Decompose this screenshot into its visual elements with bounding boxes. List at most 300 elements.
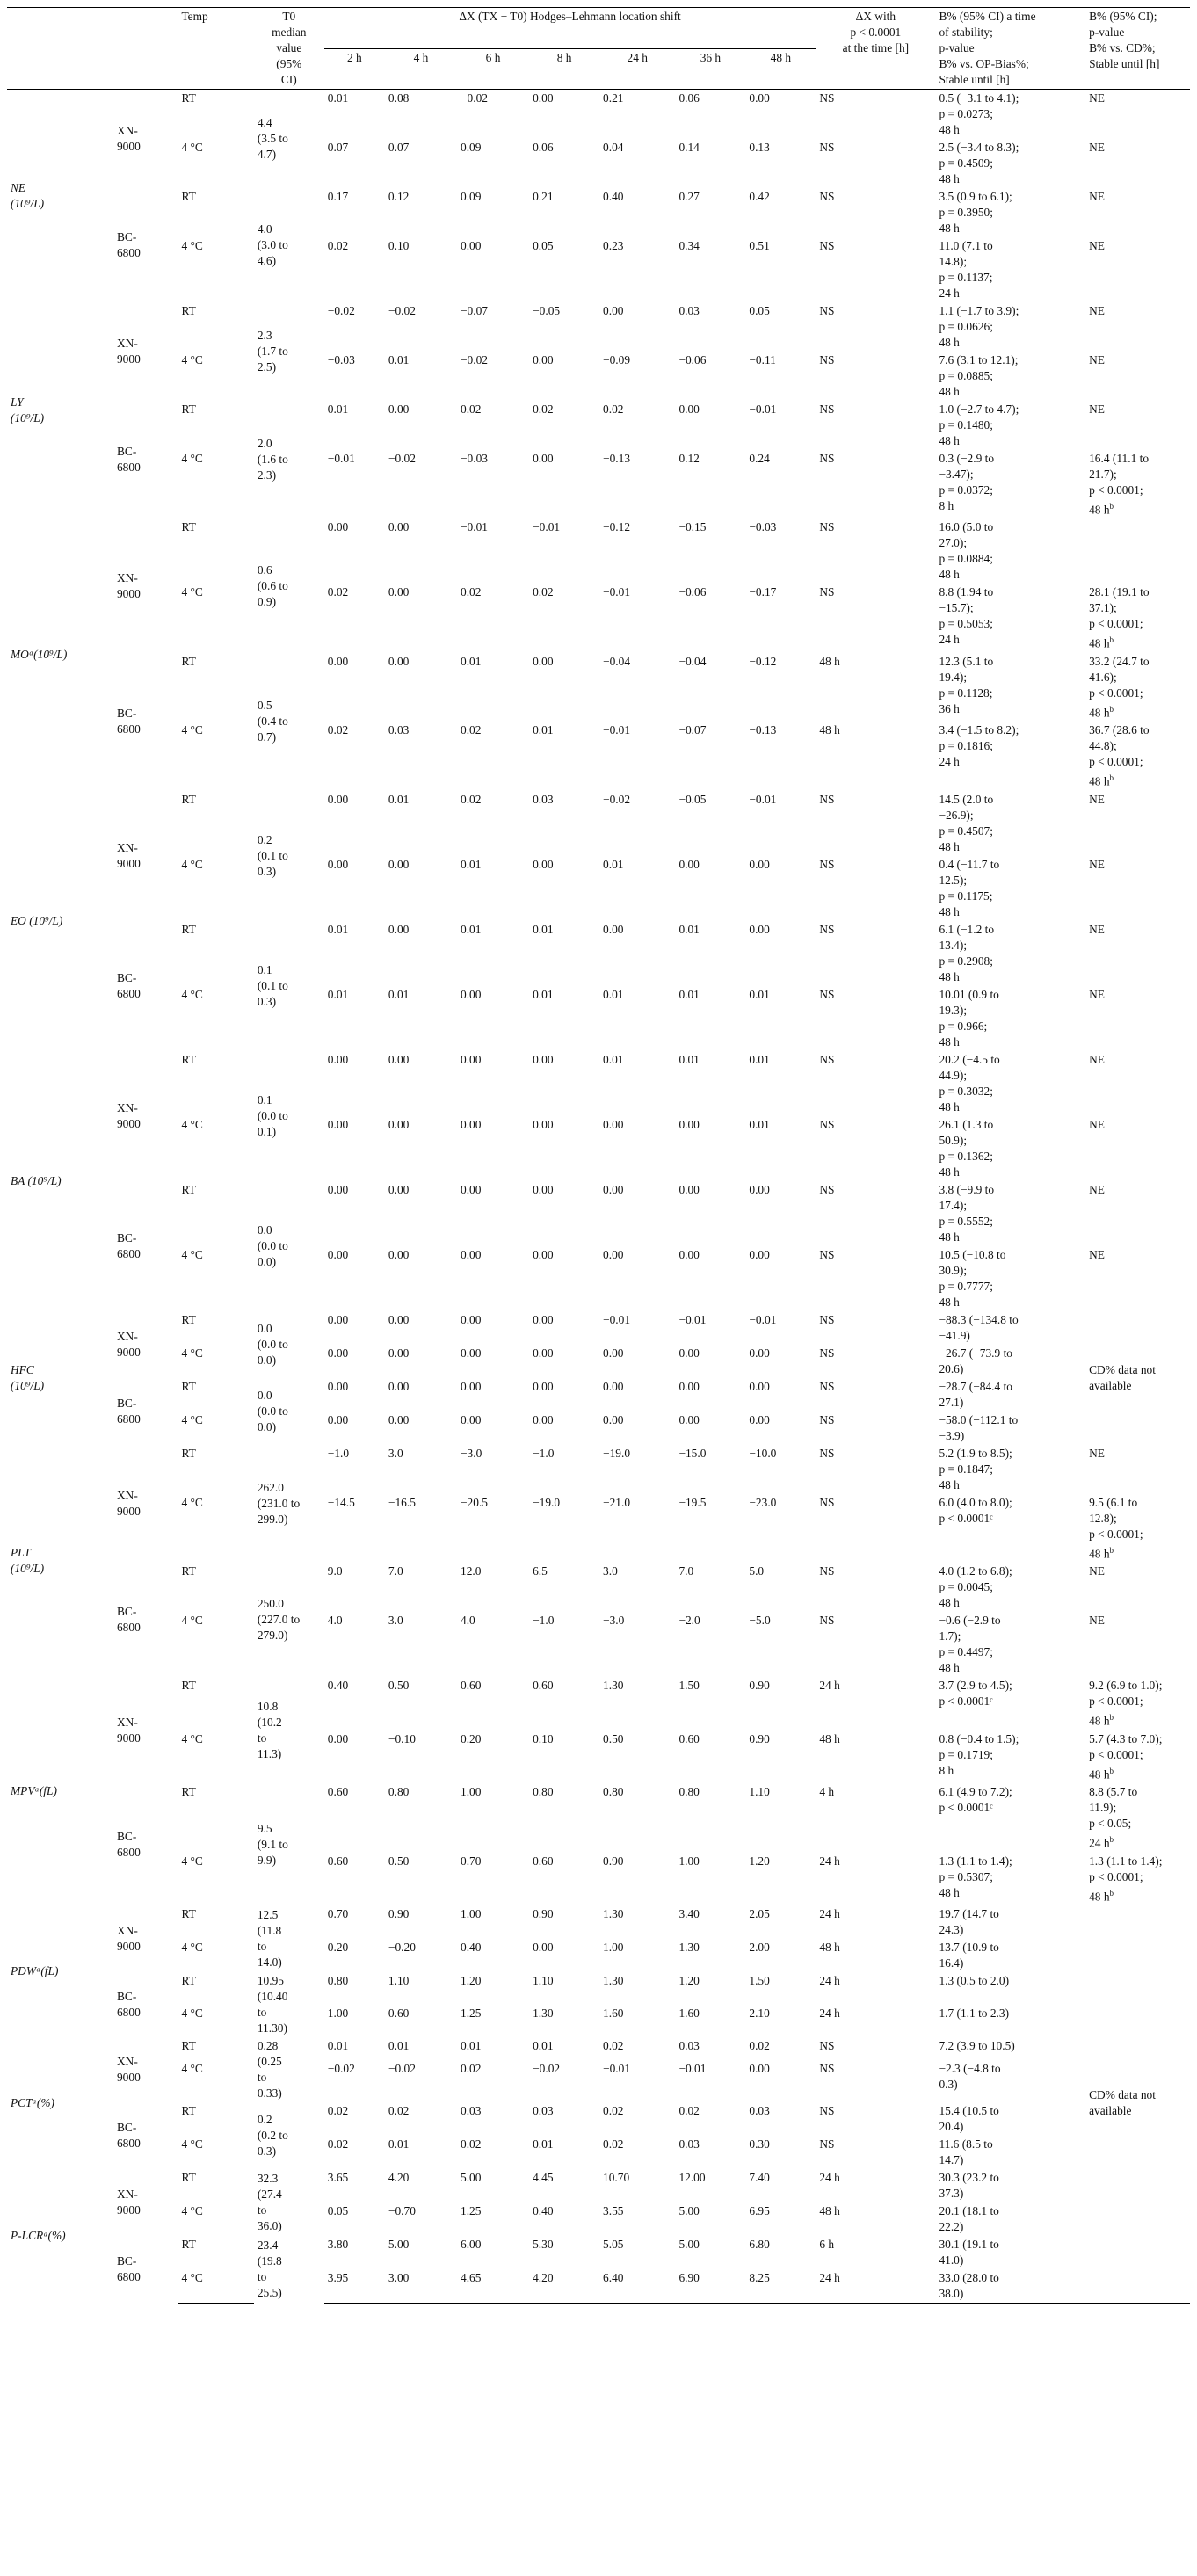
- header-shift: ΔX (TX − T0) Hodges–Lehmann location shift: [324, 8, 816, 49]
- shift-value: −0.70: [388, 2204, 416, 2218]
- shift-value: 0.00: [678, 403, 700, 416]
- shift-value: −10.0: [749, 1446, 777, 1460]
- analyzer-name: BC- 6800: [116, 445, 141, 475]
- shift-value: 0.00: [388, 922, 410, 936]
- shift-value: 0.00: [327, 1182, 349, 1196]
- shift-value: 7.0: [678, 1564, 694, 1578]
- cd-note: CD% data not available: [1089, 1362, 1156, 1392]
- table-row: [7, 1445, 1190, 1494]
- shift-value: 0.02: [461, 403, 482, 416]
- shift-value: 0.00: [533, 1379, 554, 1393]
- bias-op: 1.3 (1.1 to 1.4); p = 0.5307; 48 h: [939, 1854, 1012, 1899]
- shift-value: 5.30: [533, 2238, 554, 2252]
- analyzer-name: BC- 6800: [116, 1990, 141, 2020]
- bias-op: 6.0 (4.0 to 8.0); p < 0.0001ᶜ: [939, 1495, 1012, 1525]
- shift-value: 0.00: [603, 1182, 624, 1196]
- bias-cd: 33.2 (24.7 to 41.6); p < 0.0001; 48 $h^b$: [1089, 654, 1150, 720]
- shift-value: 0.10: [533, 1731, 554, 1745]
- bias-op: −26.7 (−73.9 to 20.6): [939, 1346, 1012, 1375]
- shift-value: 0.02: [603, 403, 624, 416]
- bias-op: −0.6 (−2.9 to 1.7); p = 0.4497; 48 h: [939, 1614, 1001, 1675]
- shift-value: 0.08: [388, 91, 410, 105]
- bias-op: 0.3 (−2.9 to −3.47); p = 0.0372; 8 h: [939, 452, 995, 512]
- bias-cd: [1085, 519, 1190, 584]
- shift-value: 0.42: [749, 190, 770, 203]
- shift-value: 0.40: [461, 1941, 482, 1955]
- bias-op: 1.1 (−1.7 to 3.9); p = 0.0626; 48 h: [939, 304, 1019, 349]
- delta-x-time: NS: [819, 1614, 835, 1628]
- shift-value: 5.00: [678, 2204, 700, 2218]
- header-time-24h: 24 h: [627, 50, 648, 64]
- shift-value: 0.23: [603, 239, 624, 252]
- bias-op: 2.5 (−3.4 to 8.3); p = 0.4509; 48 h: [939, 141, 1019, 185]
- analyzer-name: XN- 9000: [116, 1100, 141, 1130]
- shift-value: 0.90: [533, 1907, 554, 1921]
- table-row: [7, 2060, 1190, 2102]
- shift-value: 5.00: [678, 2238, 700, 2252]
- shift-value: 3.55: [603, 2204, 624, 2218]
- header-time-2h: 2 h: [346, 50, 362, 64]
- bias-cd: [1085, 1939, 1190, 1972]
- shift-value: 0.02: [603, 2137, 624, 2152]
- parameter-label: MPVᵃ(fL): [11, 1784, 57, 1798]
- shift-value: 0.00: [533, 1941, 554, 1955]
- header-temp: Temp: [181, 10, 208, 23]
- shift-value: −0.01: [678, 2061, 707, 2075]
- shift-value: −1.0: [533, 1614, 555, 1628]
- bias-op: 16.0 (5.0 to 27.0); p = 0.0884; 48 h: [939, 520, 994, 582]
- delta-x-time: 6 h: [819, 2238, 835, 2252]
- shift-value: 0.00: [533, 353, 554, 366]
- shift-value: 0.02: [461, 2061, 482, 2075]
- bias-op: 14.5 (2.0 to −26.9); p = 0.4507; 48 h: [939, 792, 994, 853]
- shift-value: 0.03: [678, 2039, 700, 2053]
- shift-value: 1.10: [388, 1974, 410, 1988]
- shift-value: −0.01: [603, 723, 631, 737]
- temperature: 4 °C: [181, 239, 203, 252]
- shift-value: 0.00: [603, 304, 624, 317]
- shift-value: 0.00: [327, 1379, 349, 1393]
- shift-value: 0.00: [678, 1182, 700, 1196]
- delta-x-time: NS: [819, 1182, 835, 1196]
- t0-median: 23.4 (19.8 to 25.5): [257, 2239, 282, 2300]
- shift-value: 1.25: [461, 2006, 482, 2021]
- temperature: 4 °C: [181, 2204, 203, 2218]
- delta-x-time: 24 h: [819, 1907, 840, 1921]
- temperature: RT: [181, 2039, 196, 2053]
- t0-median: 9.5 (9.1 to 9.9): [257, 1821, 288, 1867]
- delta-x-time: 48 h: [819, 2204, 840, 2218]
- shift-value: 0.21: [603, 91, 624, 105]
- delta-x-time: NS: [819, 520, 835, 534]
- temperature: RT: [181, 304, 196, 317]
- bias-op: 1.7 (1.1 to 2.3): [939, 2006, 1010, 2021]
- delta-x-time: NS: [819, 792, 835, 806]
- table-row: [7, 986, 1190, 1051]
- shift-value: 0.01: [461, 857, 482, 871]
- shift-value: 0.00: [388, 1346, 410, 1360]
- header-dx: ΔX with p < 0.0001 at the time [h]: [842, 10, 910, 54]
- t0-median: 4.4 (3.5 to 4.7): [257, 116, 288, 161]
- shift-value: 0.21: [533, 190, 554, 203]
- delta-x-time: NS: [819, 304, 835, 317]
- shift-value: 0.00: [327, 1117, 349, 1131]
- shift-value: −0.02: [461, 353, 488, 366]
- shift-value: 0.00: [533, 654, 554, 668]
- shift-value: 3.80: [327, 2238, 349, 2252]
- shift-value: −0.02: [327, 304, 355, 317]
- shift-value: 1.10: [749, 1785, 770, 1799]
- shift-value: 1.00: [678, 1854, 700, 1868]
- shift-value: −0.02: [388, 2061, 416, 2075]
- bias-cd: [1085, 2169, 1190, 2202]
- parameter-label: LY (10⁹/L): [11, 395, 45, 425]
- shift-value: 0.02: [388, 2104, 410, 2118]
- shift-value: 0.17: [327, 190, 349, 203]
- t0-median: 0.1 (0.1 to 0.3): [257, 962, 288, 1008]
- shift-value: 2.00: [749, 1941, 770, 1955]
- shift-value: 0.02: [327, 585, 349, 599]
- shift-value: 0.00: [533, 857, 554, 871]
- bias-cd: NE: [1089, 1446, 1105, 1460]
- shift-value: 0.00: [327, 792, 349, 806]
- footnote-mark: b: [1109, 1835, 1114, 1845]
- table-row: [7, 2202, 1190, 2236]
- shift-value: 0.01: [603, 1052, 624, 1066]
- shift-value: 0.05: [327, 2204, 349, 2218]
- shift-value: 0.20: [327, 1941, 349, 1955]
- shift-value: 0.50: [603, 1731, 624, 1745]
- bias-op: 12.3 (5.1 to 19.4); p = 0.1128; 36 h: [939, 654, 994, 715]
- table-row: [7, 302, 1190, 352]
- delta-x-time: 24 h: [819, 1974, 840, 1988]
- shift-value: 0.01: [327, 987, 349, 1001]
- bias-cd: NE: [1089, 857, 1105, 871]
- t0-median: 0.0 (0.0 to 0.0): [257, 1321, 288, 1367]
- delta-x-time: NS: [819, 1495, 835, 1509]
- shift-value: 0.00: [461, 1412, 482, 1426]
- table-row: [7, 653, 1190, 722]
- shift-value: 0.00: [603, 1379, 624, 1393]
- shift-value: 0.01: [461, 922, 482, 936]
- shift-value: 0.50: [388, 1679, 410, 1693]
- shift-value: −0.01: [603, 2061, 631, 2075]
- bias-cd: NE: [1089, 1117, 1105, 1131]
- shift-value: 0.90: [749, 1731, 770, 1745]
- bias-cd: NE: [1089, 403, 1105, 416]
- shift-value: 0.00: [749, 1379, 770, 1393]
- shift-value: 6.40: [599, 2269, 675, 2304]
- shift-value: 3.0: [388, 1614, 403, 1628]
- shift-value: 6.80: [749, 2238, 770, 2252]
- table-row: [7, 2037, 1190, 2060]
- shift-value: 0.00: [461, 1247, 482, 1261]
- shift-value: 0.51: [749, 239, 770, 252]
- bias-op: 7.2 (3.9 to 10.5): [939, 2039, 1015, 2053]
- shift-value: −16.5: [388, 1495, 416, 1509]
- temperature: 4 °C: [181, 1731, 203, 1745]
- bias-op: −88.3 (−134.8 to −41.9): [939, 1312, 1019, 1342]
- shift-value: 0.00: [603, 1346, 624, 1360]
- shift-value: 0.03: [461, 2104, 482, 2118]
- table-row: [7, 856, 1190, 921]
- bias-op: 30.1 (19.1 to 41.0): [939, 2238, 999, 2268]
- shift-value: −0.03: [461, 452, 488, 465]
- shift-value: 0.06: [533, 141, 554, 154]
- shift-value: −0.17: [749, 585, 777, 599]
- t0-median: 0.2 (0.1 to 0.3): [257, 832, 288, 878]
- shift-value: 12.00: [678, 2171, 706, 2185]
- bias-cd: 28.1 (19.1 to 37.1); p < 0.0001; 48 $h^b$: [1089, 585, 1150, 650]
- header-time-6h: 6 h: [485, 50, 501, 64]
- shift-value: 0.00: [461, 987, 482, 1001]
- table-row: [7, 1116, 1190, 1181]
- bias-cd: NE: [1089, 1564, 1105, 1578]
- bias-cd: [1085, 2202, 1190, 2236]
- shift-value: 0.00: [678, 1379, 700, 1393]
- delta-x-time: NS: [819, 1446, 835, 1460]
- shift-value: 0.00: [327, 1346, 349, 1360]
- delta-x-time: NS: [819, 1052, 835, 1066]
- shift-value: −0.13: [749, 723, 777, 737]
- bias-op: 3.8 (−9.9 to 17.4); p = 0.5552; 48 h: [939, 1182, 995, 1244]
- shift-value: −3.0: [603, 1614, 625, 1628]
- shift-value: −0.01: [603, 585, 631, 599]
- temperature: RT: [181, 792, 196, 806]
- parameter-label: BA (10⁹/L): [11, 1173, 62, 1187]
- analyzer-name: XN- 9000: [116, 2188, 141, 2217]
- temperature: 4 °C: [181, 1247, 203, 1261]
- shift-value: 4.45: [533, 2171, 554, 2185]
- shift-value: 0.00: [749, 1247, 770, 1261]
- shift-value: 0.00: [388, 1412, 410, 1426]
- header-bias-cd: B% (95% CI); p-value B% vs. CD%; Stable until [h]: [1089, 10, 1160, 70]
- delta-x-time: 48 h: [819, 1941, 840, 1955]
- shift-value: 0.00: [461, 239, 482, 252]
- table-row: [7, 1853, 1190, 1905]
- temperature: 4 °C: [181, 141, 203, 154]
- table-row: [7, 1311, 1190, 1345]
- shift-value: 0.02: [603, 2039, 624, 2053]
- t0-median: 0.6 (0.6 to 0.9): [257, 562, 288, 608]
- bias-op: 10.01 (0.9 to 19.3); p = 0.966; 48 h: [939, 987, 999, 1049]
- shift-value: 4.20: [388, 2171, 410, 2185]
- temperature: RT: [181, 1379, 196, 1393]
- bias-op: −2.3 (−4.8 to 0.3): [939, 2061, 1001, 2091]
- bias-op: 33.0 (28.0 to 38.0): [935, 2269, 1085, 2304]
- temperature: RT: [181, 2238, 196, 2252]
- delta-x-time: 24 h: [816, 2269, 935, 2304]
- shift-value: 1.00: [603, 1941, 624, 1955]
- shift-value: 0.00: [461, 1312, 482, 1326]
- table-header: [7, 8, 1190, 90]
- shift-value: 0.40: [603, 190, 624, 203]
- delta-x-time: 24 h: [819, 2006, 840, 2021]
- shift-value: 0.27: [678, 190, 700, 203]
- delta-x-time: NS: [819, 2061, 835, 2075]
- shift-value: 5.00: [388, 2238, 410, 2252]
- delta-x-time: NS: [819, 1247, 835, 1261]
- analyzer-name: XN- 9000: [116, 570, 141, 600]
- shift-value: 3.00: [385, 2269, 457, 2304]
- shift-value: 0.01: [461, 654, 482, 668]
- temperature: 4 °C: [181, 1614, 203, 1628]
- bias-cd: 1.3 (1.1 to 1.4); p < 0.0001; 48 $h^b$: [1089, 1854, 1163, 1904]
- analyzer-name: BC- 6800: [116, 2121, 141, 2151]
- analyzer-name: BC- 6800: [116, 1829, 141, 1859]
- shift-value: 0.05: [533, 239, 554, 252]
- shift-value: 0.00: [327, 1052, 349, 1066]
- bias-op: 3.5 (0.9 to 6.1); p = 0.3950; 48 h: [939, 190, 1012, 235]
- shift-value: 0.00: [533, 1346, 554, 1360]
- temperature: RT: [181, 1446, 196, 1460]
- shift-value: 8.25: [745, 2269, 816, 2304]
- shift-value: 0.00: [327, 520, 349, 534]
- table-row: [7, 584, 1190, 652]
- bias-op: 3.4 (−1.5 to 8.2); p = 0.1816; 24 h: [939, 723, 1019, 769]
- shift-value: 0.01: [327, 91, 349, 105]
- shift-value: 0.02: [461, 723, 482, 737]
- bias-op: 0.8 (−0.4 to 1.5); p = 0.1719; 8 h: [939, 1731, 1019, 1777]
- delta-x-time: NS: [819, 1379, 835, 1393]
- table-row: [7, 1563, 1190, 1612]
- shift-value: 0.00: [749, 1346, 770, 1360]
- table-row: [7, 1411, 1190, 1445]
- table-row: [7, 1181, 1190, 1246]
- t0-median: 10.8 (10.2 to 11.3): [257, 1699, 282, 1760]
- shift-value: 3.95: [324, 2269, 385, 2304]
- shift-value: −0.12: [749, 654, 777, 668]
- t0-median: 2.0 (1.6 to 2.3): [257, 437, 288, 483]
- analyzer-name: XN- 9000: [116, 1489, 141, 1519]
- bias-cd: [1085, 1972, 1190, 2005]
- shift-value: −20.5: [461, 1495, 488, 1509]
- shift-value: 0.00: [603, 1412, 624, 1426]
- shift-value: 0.12: [388, 190, 410, 203]
- shift-value: −1.0: [327, 1446, 350, 1460]
- shift-value: 2.05: [749, 1907, 770, 1921]
- t0-median: 32.3 (27.4 to 36.0): [257, 2172, 282, 2233]
- delta-x-time: 24 h: [819, 1854, 840, 1868]
- shift-value: 1.50: [749, 1974, 770, 1988]
- shift-value: 1.30: [678, 1941, 700, 1955]
- delta-x-time: NS: [819, 585, 835, 599]
- shift-value: 0.00: [388, 1182, 410, 1196]
- t0-median: 0.28 (0.25 to 0.33): [257, 2039, 282, 2101]
- delta-x-time: 48 h: [819, 654, 840, 668]
- shift-value: −2.0: [678, 1614, 700, 1628]
- t0-median: 250.0 (227.0 to 279.0): [257, 1597, 301, 1643]
- delta-x-time: NS: [819, 2039, 835, 2053]
- shift-value: 0.70: [327, 1907, 349, 1921]
- shift-value: 5.0: [749, 1564, 765, 1578]
- bias-cd: NE: [1089, 304, 1105, 317]
- bias-cd: 16.4 (11.1 to 21.7); p < 0.0001; 48 $h^b$: [1089, 452, 1150, 517]
- shift-value: −0.01: [678, 1312, 707, 1326]
- temperature: RT: [181, 91, 196, 105]
- shift-value: 0.00: [388, 520, 410, 534]
- shift-value: −0.02: [327, 2061, 355, 2075]
- table-row: [7, 1494, 1190, 1563]
- stability-table: [7, 7, 1190, 2304]
- footnote-mark: b: [1109, 773, 1114, 783]
- bias-op: 1.0 (−2.7 to 4.7); p = 0.1480; 48 h: [939, 403, 1019, 447]
- shift-value: −0.01: [533, 520, 561, 534]
- shift-value: 0.00: [388, 1117, 410, 1131]
- temperature: RT: [181, 1907, 196, 1921]
- t0-median: 0.1 (0.0 to 0.1): [257, 1092, 288, 1138]
- shift-value: 0.00: [749, 91, 770, 105]
- shift-value: 0.01: [603, 987, 624, 1001]
- shift-value: 4.0: [461, 1614, 475, 1628]
- bias-cd: 9.2 (6.9 to 1.0); p < 0.0001; 48 $h^b$: [1089, 1679, 1163, 1728]
- bias-cd: NE: [1089, 1247, 1105, 1261]
- bias-cd: NE: [1089, 239, 1105, 252]
- shift-value: 0.80: [327, 1974, 349, 1988]
- shift-value: 0.10: [388, 239, 410, 252]
- table-body: [7, 90, 1190, 2304]
- shift-value: 0.00: [533, 1312, 554, 1326]
- parameter-label: PCTᵃ(%): [11, 2096, 54, 2110]
- shift-value: 0.00: [533, 1247, 554, 1261]
- delta-x-time: NS: [819, 1412, 835, 1426]
- bias-cd: [1085, 1905, 1190, 1939]
- delta-x-time: 48 h: [819, 1731, 840, 1745]
- shift-value: 0.03: [533, 792, 554, 806]
- delta-x-time: NS: [819, 1117, 835, 1131]
- shift-value: −0.01: [749, 403, 777, 416]
- shift-value: 0.07: [327, 141, 349, 154]
- analyzer-name: XN- 9000: [116, 1329, 141, 1359]
- shift-value: 0.00: [327, 1312, 349, 1326]
- shift-value: 6.5: [533, 1564, 548, 1578]
- table-row: [7, 1731, 1190, 1783]
- temperature: 4 °C: [181, 2006, 203, 2021]
- shift-value: −5.0: [749, 1614, 771, 1628]
- temperature: 4 °C: [181, 1117, 203, 1131]
- shift-value: 0.60: [388, 2006, 410, 2021]
- shift-value: 0.90: [603, 1854, 624, 1868]
- table-row: [7, 2269, 1190, 2304]
- shift-value: 0.01: [678, 922, 700, 936]
- shift-value: 1.20: [678, 1974, 700, 1988]
- shift-value: 3.40: [678, 1907, 700, 1921]
- shift-value: 0.60: [533, 1679, 554, 1693]
- shift-value: 5.05: [603, 2238, 624, 2252]
- shift-value: 0.06: [678, 91, 700, 105]
- parameter-label: P-LCRᵃ(%): [11, 2229, 66, 2243]
- shift-value: 0.00: [749, 2061, 770, 2075]
- shift-value: 1.00: [461, 1907, 482, 1921]
- temperature: RT: [181, 1679, 196, 1693]
- shift-value: 0.00: [327, 1412, 349, 1426]
- shift-value: 3.0: [603, 1564, 618, 1578]
- header-t0: T0 median value (95% CI): [272, 10, 307, 86]
- analyzer-name: XN- 9000: [116, 124, 141, 153]
- shift-value: 3.65: [327, 2171, 349, 2185]
- shift-value: −0.06: [678, 353, 707, 366]
- shift-value: 0.00: [327, 654, 349, 668]
- shift-value: −0.05: [678, 792, 707, 806]
- delta-x-time: NS: [819, 452, 835, 465]
- delta-x-time: NS: [819, 1312, 835, 1326]
- temperature: 4 °C: [181, 1941, 203, 1955]
- temperature: 4 °C: [181, 585, 203, 599]
- shift-value: 0.01: [461, 2039, 482, 2053]
- bias-op: 20.1 (18.1 to 22.2): [939, 2204, 999, 2234]
- bias-cd: [1085, 2236, 1190, 2269]
- bias-cd: NE: [1089, 922, 1105, 936]
